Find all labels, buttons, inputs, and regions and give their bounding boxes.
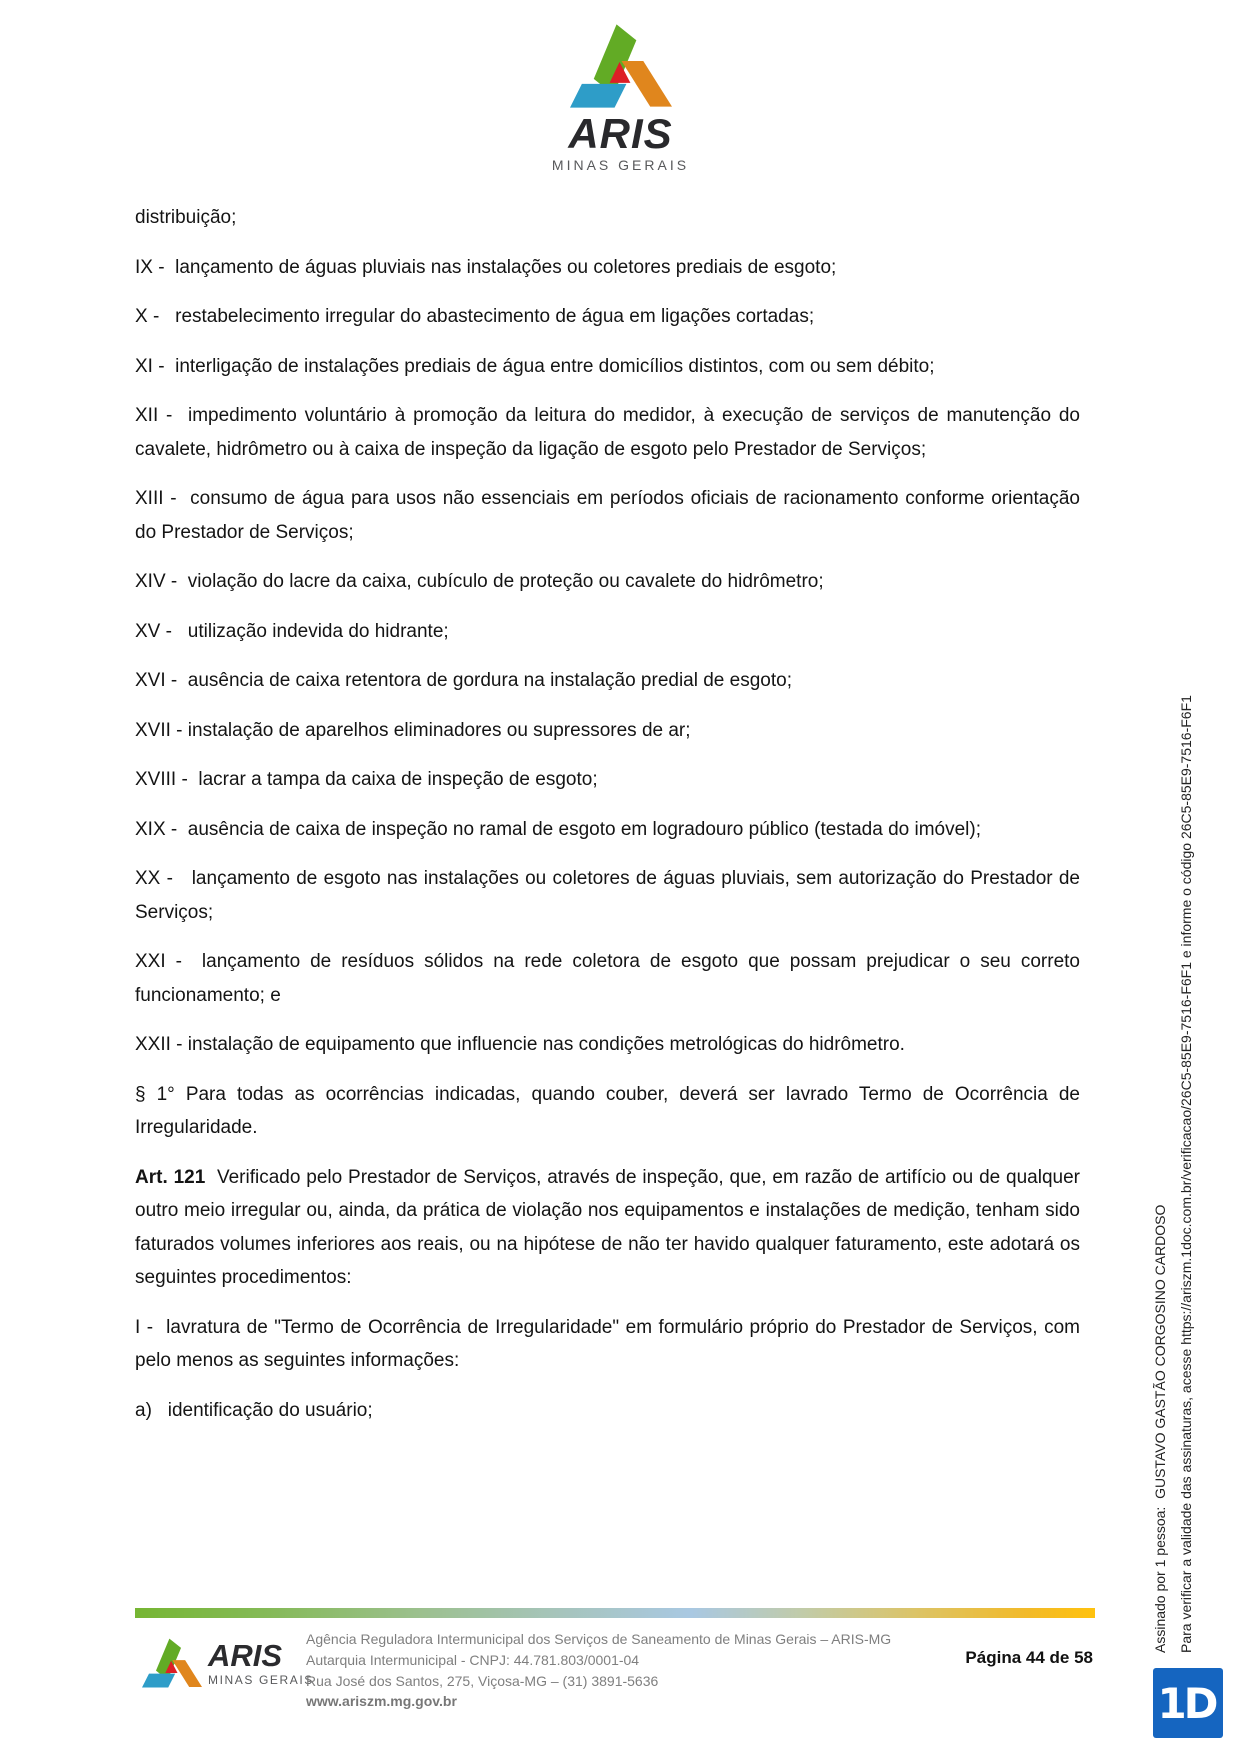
paragraph: a) identificação do usuário;	[135, 1399, 373, 1421]
paragraph: XIII - consumo de água para usos não essenciais em períodos oficiais de racionamento conforme orientação do Prestador de Serviços;	[135, 488, 1080, 543]
signature-verification-line: Para verificar a validade das assinaturas, acesse https://ariszm.1doc.com.br/verificacao/26C5-85E9-7516-F6F1 e informe o código 26C5-85E9-7516-F6F1	[1178, 695, 1194, 1653]
paragraph: Art. 121 Verificado pelo Prestador de Serviços, através de inspeção, que, em razão de artifício ou de qualquer outro meio irregular ou, ainda, da prática de violação nos equipamentos e instalações de medição, tenham sido faturados volumes inferiores aos reais, ou na hipótese de não ter havido qualquer faturamento, este adotará os seguintes procedimentos:	[135, 1166, 1081, 1288]
paragraph: I - lavratura de "Termo de Ocorrência de Irregularidade" em formulário próprio do Prestador de Serviços, com pelo menos as seguintes informações:	[135, 1316, 1080, 1371]
paragraph: IX - lançamento de águas pluviais nas instalações ou coletores prediais de esgoto;	[135, 256, 837, 278]
paragraph: XVII - instalação de aparelhos eliminadores ou supressores de ar;	[135, 719, 691, 741]
paragraph: distribuição;	[135, 207, 237, 228]
paragraph: XI - interligação de instalações prediais de água entre domicílios distintos, com ou sem débito;	[135, 355, 935, 377]
paragraph: XXII - instalação de equipamento que influencie nas condições metrológicas do hidrômetro.	[135, 1034, 905, 1055]
paragraph: XIX - ausência de caixa de inspeção no ramal de esgoto em logradouro público (testada do imóvel);	[135, 818, 981, 840]
agency-cnpj: Autarquia Intermunicipal - CNPJ: 44.781.803/0001-04	[306, 1651, 640, 1668]
signature-line: Assinado por 1 pessoa: GUSTAVO GASTÃO CORGOSINO CARDOSO	[1152, 1204, 1168, 1653]
header-logo	[0, 20, 1241, 173]
paragraph: XVI - ausência de caixa retentora de gordura na instalação predial de esgoto;	[135, 670, 792, 691]
aris-logo-icon	[570, 20, 672, 110]
footer-gradient-bar	[135, 1608, 1095, 1618]
footer-agency-info	[306, 1629, 891, 1712]
document-body	[135, 201, 1080, 1443]
paragraph: XX - lançamento de esgoto nas instalações ou coletores de águas pluviais, sem autorização do Prestador de Serviços;	[135, 868, 1080, 923]
paragraph: X - restabelecimento irregular do abastecimento de água em ligações cortadas;	[135, 306, 815, 327]
paragraph: § 1° Para todas as ocorrências indicadas, quando couber, deverá ser lavrado Termo de Ocorrência de Irregularidade.	[135, 1083, 1080, 1138]
1doc-logo-icon: 1D	[1153, 1668, 1223, 1738]
brand-subtitle: MINAS GERAIS	[208, 1673, 314, 1687]
aris-logo-icon	[142, 1636, 202, 1689]
agency-website: www.ariszm.mg.gov.br	[306, 1693, 457, 1710]
brand-name: ARIS	[568, 110, 673, 157]
paragraph: XV - utilização indevida do hidrante;	[135, 620, 449, 642]
agency-name: Agência Reguladora Intermunicipal dos Serviços de Saneamento de Minas Gerais – ARIS-MG	[306, 1631, 892, 1647]
agency-address: Rua José dos Santos, 275, Viçosa-MG – (31) 3891-5636	[306, 1672, 659, 1689]
brand-name: ARIS	[208, 1638, 283, 1673]
paragraph: XXI - lançamento de resíduos sólidos na rede coletora de esgoto que possam prejudicar o seu correto funcionamento; e	[135, 951, 1080, 1006]
paragraph: XVIII - lacrar a tampa da caixa de inspeção de esgoto;	[135, 769, 598, 790]
paragraph: XIV - violação do lacre da caixa, cubículo de proteção ou cavalete do hidrômetro;	[135, 571, 824, 592]
paragraph: XII - impedimento voluntário à promoção da leitura do medidor, à execução de serviços de manutenção do cavalete, hidrômetro ou à caixa de inspeção da ligação de esgoto pelo Prestador de Serviços;	[135, 405, 1080, 460]
footer-logo	[142, 1636, 314, 1689]
page-number: Página 44 de 58	[965, 1648, 1093, 1667]
footer-brand-text	[208, 1638, 314, 1689]
brand-subtitle: MINAS GERAIS	[551, 157, 690, 173]
